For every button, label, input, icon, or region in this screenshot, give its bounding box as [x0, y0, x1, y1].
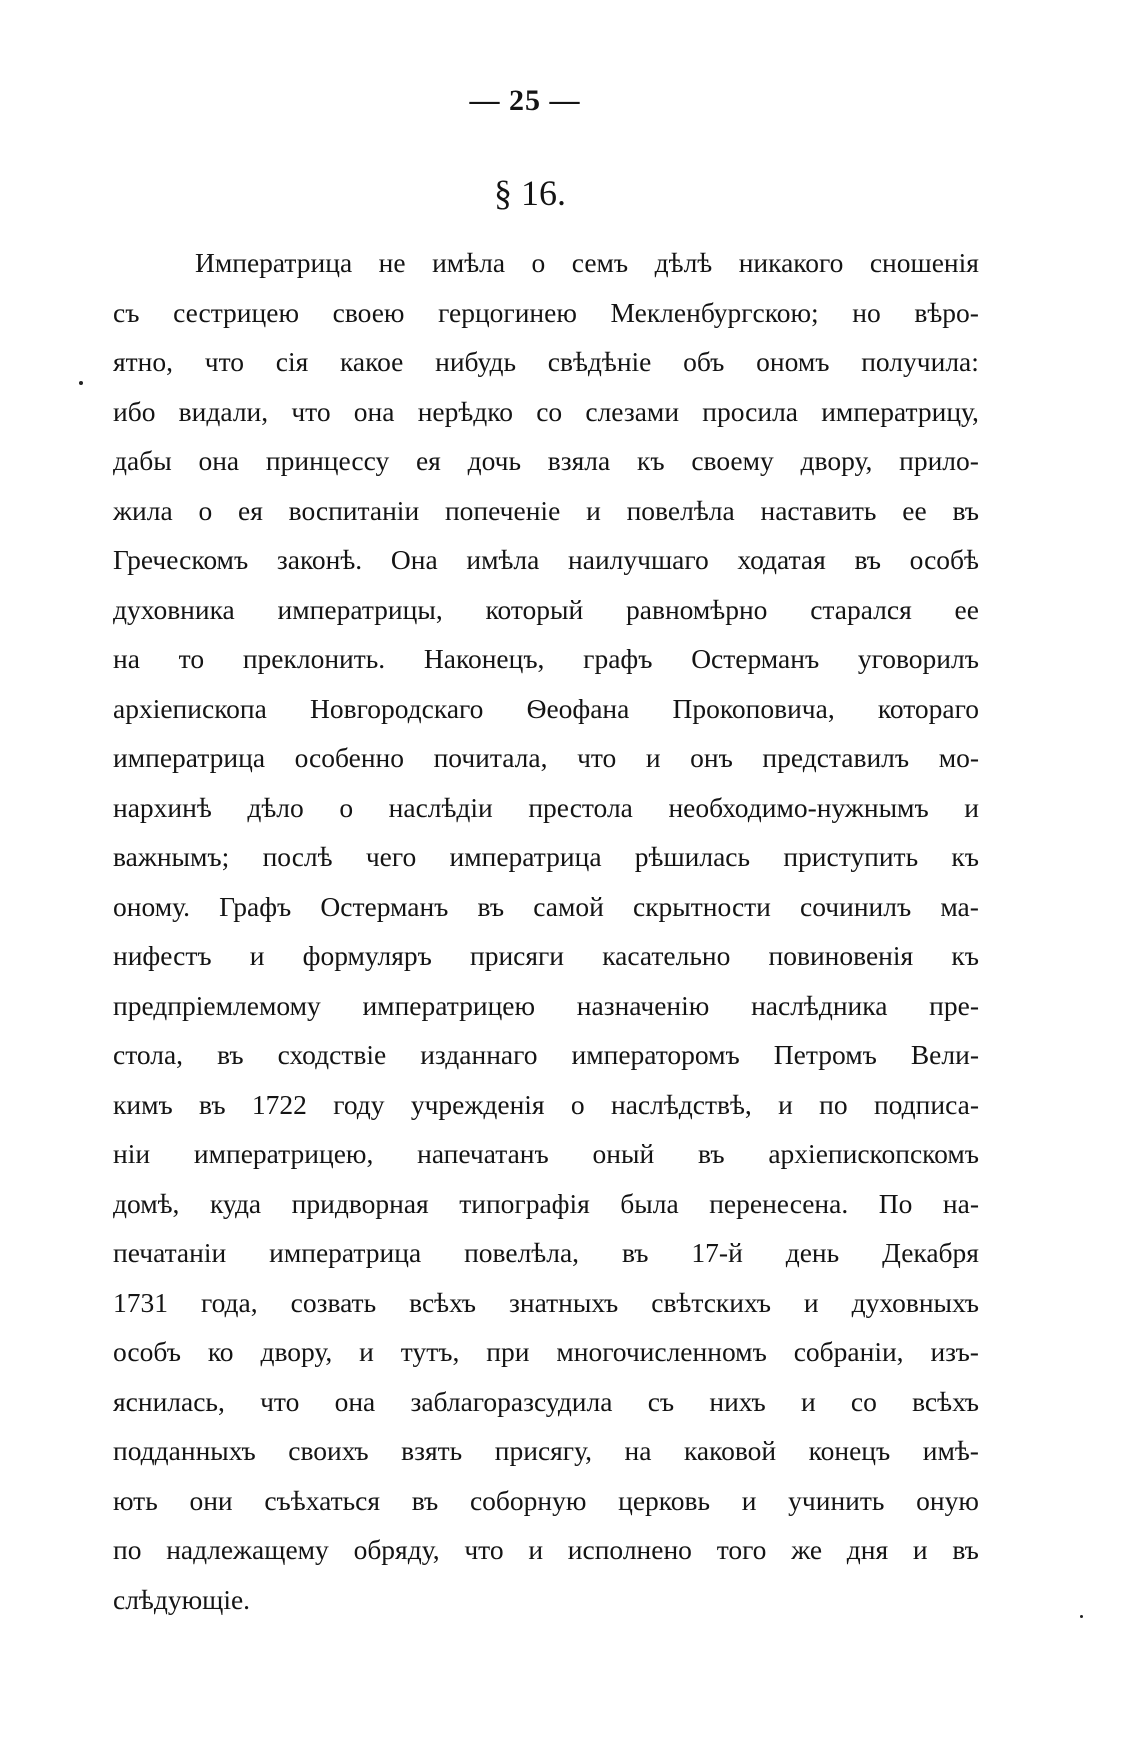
text-line: подданныхъ своихъ взять присягу, на каковой конецъ имѣ-: [113, 1435, 979, 1466]
text-line: печатаніи императрица повелѣла, въ 17-й день Декабря: [113, 1237, 979, 1268]
text-line: Греческомъ законѣ. Она имѣла наилучшаго ходатая въ особѣ: [113, 544, 979, 575]
text-line: оному. Графъ Остерманъ въ самой скрытности сочинилъ ма-: [113, 890, 979, 922]
text-line: 1731 года, созвать всѣхъ знатныхъ свѣтскихъ и духовныхъ: [113, 1286, 979, 1318]
text-line: на то преклонить. Наконецъ, графъ Остерманъ уговорилъ: [113, 643, 979, 674]
text-line: архіепископа Новгородскаго Ѳеофана Прокоповича, котораго: [113, 692, 979, 724]
page-number: — 25 —: [469, 84, 581, 117]
text-line: яснилась, что она заблагоразсудила съ нихъ и со всѣхъ: [113, 1385, 979, 1417]
text-line: духовника императрицы, который равномѣрно старался ее: [113, 593, 979, 625]
text-line: домѣ, куда придворная типографія была перенесена. По на-: [113, 1187, 979, 1219]
text-line: императрица особенно почитала, что и онъ представилъ мо-: [113, 742, 979, 773]
text-line: Императрица не имѣла о семъ дѣлѣ никакого сношенія: [195, 247, 979, 278]
text-line: нифестъ и формуляръ присяги касательно повиновенія къ: [113, 940, 979, 971]
text-line: слѣдующіе.: [113, 1583, 251, 1615]
text-line: ибо видали, что она нерѣдко со слезами просила императрицу,: [113, 395, 979, 427]
text-line: ятно, что сія какое нибудь свѣдѣніе объ ономъ получила:: [113, 346, 979, 377]
section-heading: § 16.: [494, 173, 566, 213]
text-line: нархинѣ дѣло о наслѣдіи престола необходимо-нужнымъ и: [113, 791, 979, 823]
body-text: [113, 238, 979, 1624]
text-line: по надлежащему обряду, что и исполнено того же дня и въ: [113, 1534, 979, 1565]
text-line: жила о ея воспитаніи попеченіе и повелѣла наставить ее въ: [113, 494, 979, 526]
text-line: важнымъ; послѣ чего императрица рѣшилась приступить къ: [113, 841, 979, 872]
text-line: ніи императрицею, напечатанъ оный въ архіепископскомъ: [113, 1138, 979, 1169]
text-line: кимъ въ 1722 году учрежденія о наслѣдствѣ, и по подписа-: [113, 1088, 979, 1120]
margin-speck: [79, 381, 83, 385]
text-line: съ сестрицею своею герцогинею Мекленбургскою; но вѣро-: [113, 296, 979, 328]
text-line: ють они съѣхаться въ соборную церковь и учинить оную: [113, 1484, 979, 1516]
margin-speck: [1080, 1615, 1083, 1618]
text-line: стола, въ сходствіе изданнаго императоромъ Петромъ Вели-: [113, 1039, 979, 1070]
text-line: дабы она принцессу ея дочь взяла къ своему двору, прило-: [113, 445, 979, 476]
text-line: предпріемлемому императрицею назначенію наслѣдника пре-: [113, 989, 979, 1021]
text-line: особъ ко двору, и тутъ, при многочисленномъ собраніи, изъ-: [113, 1336, 979, 1367]
